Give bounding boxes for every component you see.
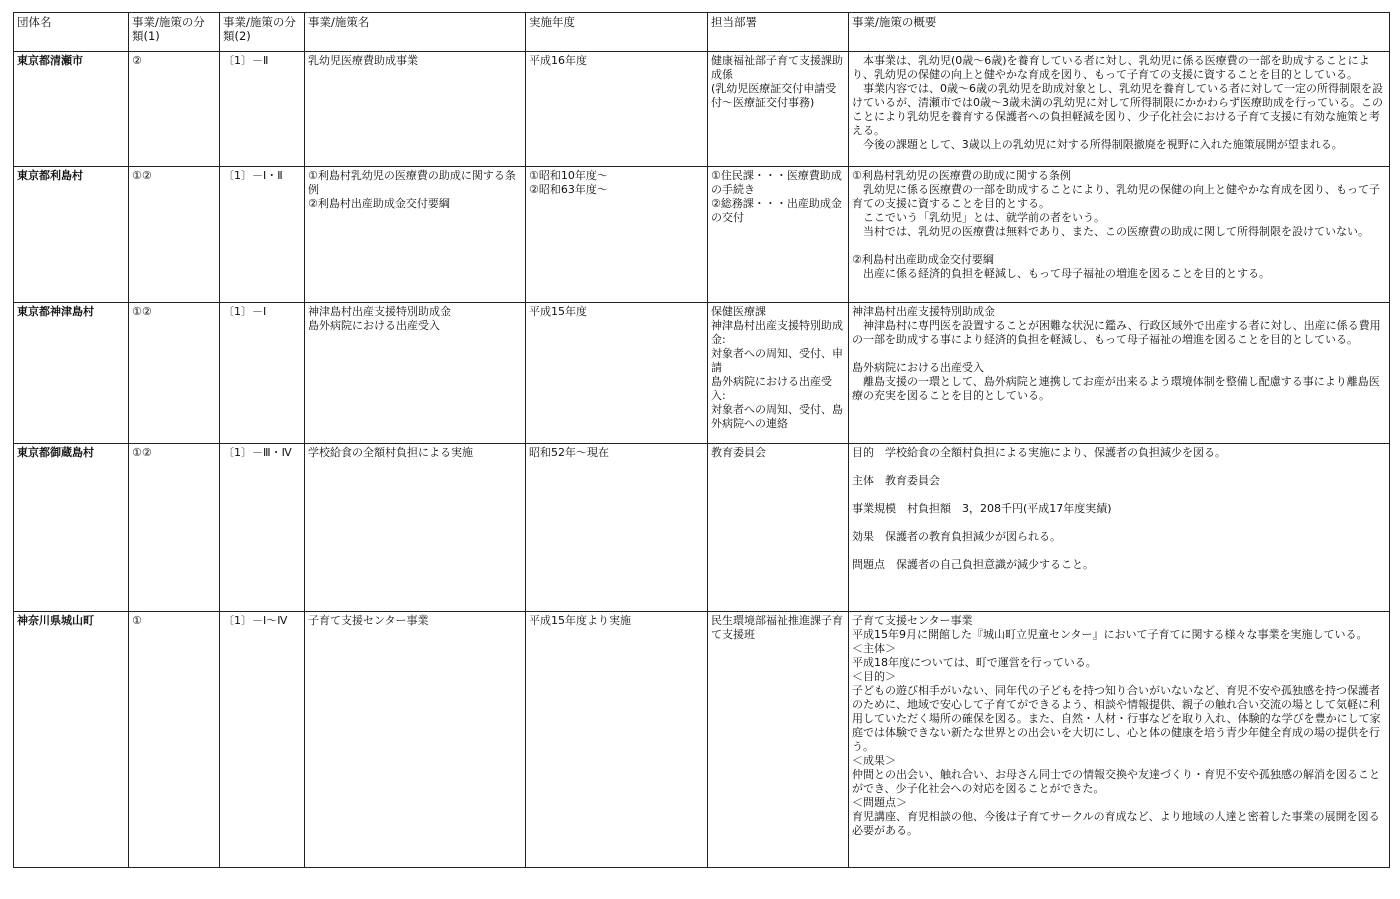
summary-line: 目的 学校給食の全額村負担による実施により、保護者の負担減少を図る。	[852, 446, 1226, 459]
cell-year	[526, 444, 708, 612]
summary-line: 問題点 保護者の自己負担意識が減少すること。	[852, 558, 1094, 571]
table-row	[14, 444, 1390, 612]
table-row	[14, 612, 1390, 868]
name-line: ①利島村乳幼児の医療費の助成に関する条例	[308, 169, 516, 196]
header-row	[14, 13, 1390, 52]
cell-summary	[849, 444, 1390, 612]
summary-line: ＜目的＞	[852, 670, 896, 683]
header-name: 事業/施策名	[305, 13, 526, 52]
cell-class1: ①②	[129, 303, 220, 444]
blank-line	[852, 460, 1386, 474]
dept-line: 民生環境部福祉推進課子育て支援班	[711, 614, 843, 641]
cell-org: 神奈川県城山町	[14, 612, 129, 868]
cell-name	[305, 303, 526, 444]
cell-year	[526, 167, 708, 303]
cell-org: 東京都利島村	[14, 167, 129, 303]
summary-line: ②利島村出産助成金交付要綱	[852, 253, 994, 266]
name-line: 学校給食の全額村負担による実施	[308, 446, 473, 459]
cell-dept	[708, 52, 849, 167]
cell-class1: ①	[129, 612, 220, 868]
summary-line: 本事業は、乳幼児(0歳～6歳)を養育している者に対し、乳幼児に係る医療費の一部を助成することにより、乳幼児の保健の向上と健やかな育成を図り、もって子育ての支援に資することを目的としている。	[852, 54, 1370, 81]
dept-line: 教育委員会	[711, 446, 766, 459]
cell-class1: ①②	[129, 444, 220, 612]
header-dept: 担当部署	[708, 13, 849, 52]
cell-summary	[849, 167, 1390, 303]
summary-line: 離島支援の一環として、島外病院と連携してお産が出来るよう環境体制を整備し配慮する事により離島医療の充実を図ることを目的としている。	[852, 375, 1380, 402]
dept-line: 神津島村出産支援特別助成金:	[711, 319, 843, 346]
header-class2: 事業/施策の分類(2)	[220, 13, 305, 52]
year-line: 昭和52年～現在	[529, 446, 609, 459]
cell-class1: ②	[129, 52, 220, 167]
dept-line: ②総務課・・・出産助成金の交付	[711, 197, 842, 224]
cell-dept	[708, 444, 849, 612]
cell-summary	[849, 52, 1390, 167]
summary-line: 主体 教育委員会	[852, 474, 940, 487]
cell-class2: 〔1〕－Ⅰ	[220, 303, 305, 444]
summary-line: ＜成果＞	[852, 754, 896, 767]
cell-name	[305, 444, 526, 612]
summary-line: 事業規模 村負担額 3，208千円(平成17年度実績)	[852, 502, 1112, 515]
cell-class1: ①②	[129, 167, 220, 303]
cell-org: 東京都御蔵島村	[14, 444, 129, 612]
name-line: ②利島村出産助成金交付要綱	[308, 197, 450, 210]
year-line: ②昭和63年度～	[529, 183, 608, 196]
table-row	[14, 52, 1390, 167]
table-row	[14, 167, 1390, 303]
cell-class2: 〔1〕－Ⅰ～Ⅳ	[220, 612, 305, 868]
header-class1: 事業/施策の分類(1)	[129, 13, 220, 52]
summary-line: ここでいう「乳幼児」とは、就学前の者をいう。	[852, 211, 1105, 224]
summary-line: 子育て支援センター事業	[852, 614, 973, 627]
summary-line: 育児講座、育児相談の他、今後は子育てサークルの育成など、より地域の人達と密着した事業の展開を図る必要がある。	[852, 810, 1380, 837]
dept-line: (乳幼児医療証交付申請受付～医療証交付事務)	[711, 82, 837, 109]
cell-dept	[708, 612, 849, 868]
summary-line: ＜主体＞	[852, 642, 896, 655]
summary-line: 乳幼児に係る医療費の一部を助成することにより、乳幼児の保健の向上と健やかな育成を図り、もって子育ての支援に資することを目的とする。	[852, 183, 1380, 210]
summary-line: ①利島村乳幼児の医療費の助成に関する条例	[852, 169, 1071, 182]
dept-line: 対象者への周知、受付、島外病院への連絡	[711, 403, 843, 430]
summary-line: 子どもの遊び相手がいない、同年代の子どもを持つ知り合いがいないなど、育児不安や孤独感を持つ保護者のために、地域で安心して子育てができるよう、相談や情報提供、親子の触れ合い交流の場として気軽に利用していただく場所の確保を図る。また、自然・人材・行事などを取り入れ、体験的な学びを豊かにして家庭では体験できない新たな世界との出会いを大切にし、心と体の健康を培う青少年健全育成の場の提供を行う。	[852, 684, 1381, 753]
summary-line: 平成15年9月に開館した『城山町立児童センター』において子育てに関する様々な事業を実施している。	[852, 628, 1368, 641]
header-org: 団体名	[14, 13, 129, 52]
year-line: 平成15年度	[529, 305, 587, 318]
cell-dept	[708, 167, 849, 303]
dept-line: ①住民課・・・医療費助成の手続き	[711, 169, 842, 196]
cell-summary	[849, 612, 1390, 868]
cell-year	[526, 303, 708, 444]
cell-class2: 〔1〕－Ⅲ・Ⅳ	[220, 444, 305, 612]
cell-name	[305, 167, 526, 303]
summary-line: 平成18年度については、町で運営を行っている。	[852, 656, 1097, 669]
blank-line	[852, 544, 1386, 558]
cell-year	[526, 612, 708, 868]
summary-line: 仲間との出会い、触れ合い、お母さん同士での情報交換や友達づくり・育児不安や孤独感の解消を図ることができ、少子化社会への対応を図ることができた。	[852, 768, 1380, 795]
blank-line	[852, 516, 1386, 530]
summary-line: 神津島村に専門医を設置することが困難な状況に鑑み、行政区域外で出産する者に対し、出産に係る費用の一部を助成する事により経済的負担を軽減し、もって母子福祉の増進を図ることを目的としている。	[852, 319, 1381, 346]
summary-line: 島外病院における出産受入	[852, 361, 984, 374]
name-line: 神津島村出産支援特別助成金	[308, 305, 451, 318]
blank-line	[852, 347, 1386, 361]
name-line: 乳幼児医療費助成事業	[308, 54, 418, 67]
year-line: ①昭和10年度～	[529, 169, 608, 182]
cell-name	[305, 612, 526, 868]
dept-line: 健康福祉部子育て支援課助成係	[711, 54, 843, 81]
summary-line: 事業内容では、0歳～6歳の乳幼児を助成対象とし、乳幼児を養育している者に対して一定の所得制限を設けているが、清瀬市では0歳～3歳未満の乳幼児に対して所得制限にかかわらず医療助成を行っている。このことにより乳幼児を養育する保護者への負担軽減を図り、少子化社会における子育て支援に有効な施策と考える。	[852, 82, 1383, 137]
blank-line	[852, 488, 1386, 502]
dept-line: 対象者への周知、受付、申請	[711, 347, 843, 374]
dept-line: 島外病院における出産受入:	[711, 375, 832, 402]
cell-name	[305, 52, 526, 167]
header-summary: 事業/施策の概要	[849, 13, 1390, 52]
cell-dept	[708, 303, 849, 444]
dept-line: 保健医療課	[711, 305, 766, 318]
cell-class2: 〔1〕－Ⅱ	[220, 52, 305, 167]
cell-summary	[849, 303, 1390, 444]
cell-year	[526, 52, 708, 167]
year-line: 平成16年度	[529, 54, 587, 67]
summary-line: 出産に係る経済的負担を軽減し、もって母子福祉の増進を図ることを目的とする。	[852, 267, 1270, 280]
policy-table-sheet	[13, 12, 1389, 868]
year-line: 平成15年度より実施	[529, 614, 631, 627]
summary-line: 神津島村出産支援特別助成金	[852, 305, 995, 318]
summary-line: 効果 保護者の教育負担減少が図られる。	[852, 530, 1061, 543]
name-line: 島外病院における出産受入	[308, 319, 440, 332]
cell-class2: 〔1〕－Ⅰ・Ⅱ	[220, 167, 305, 303]
cell-org: 東京都清瀬市	[14, 52, 129, 167]
table-body	[14, 52, 1390, 868]
cell-org: 東京都神津島村	[14, 303, 129, 444]
header-year: 実施年度	[526, 13, 708, 52]
table-row	[14, 303, 1390, 444]
name-line: 子育て支援センター事業	[308, 614, 429, 627]
summary-line: 当村では、乳幼児の医療費は無料であり、また、この医療費の助成に関して所得制限を設けていない。	[852, 225, 1369, 238]
summary-line: 今後の課題として、3歳以上の乳幼児に対する所得制限撤廃を視野に入れた施策展開が望まれる。	[852, 138, 1343, 151]
policy-table	[13, 12, 1390, 868]
blank-line	[852, 239, 1386, 253]
summary-line: ＜問題点＞	[852, 796, 907, 809]
